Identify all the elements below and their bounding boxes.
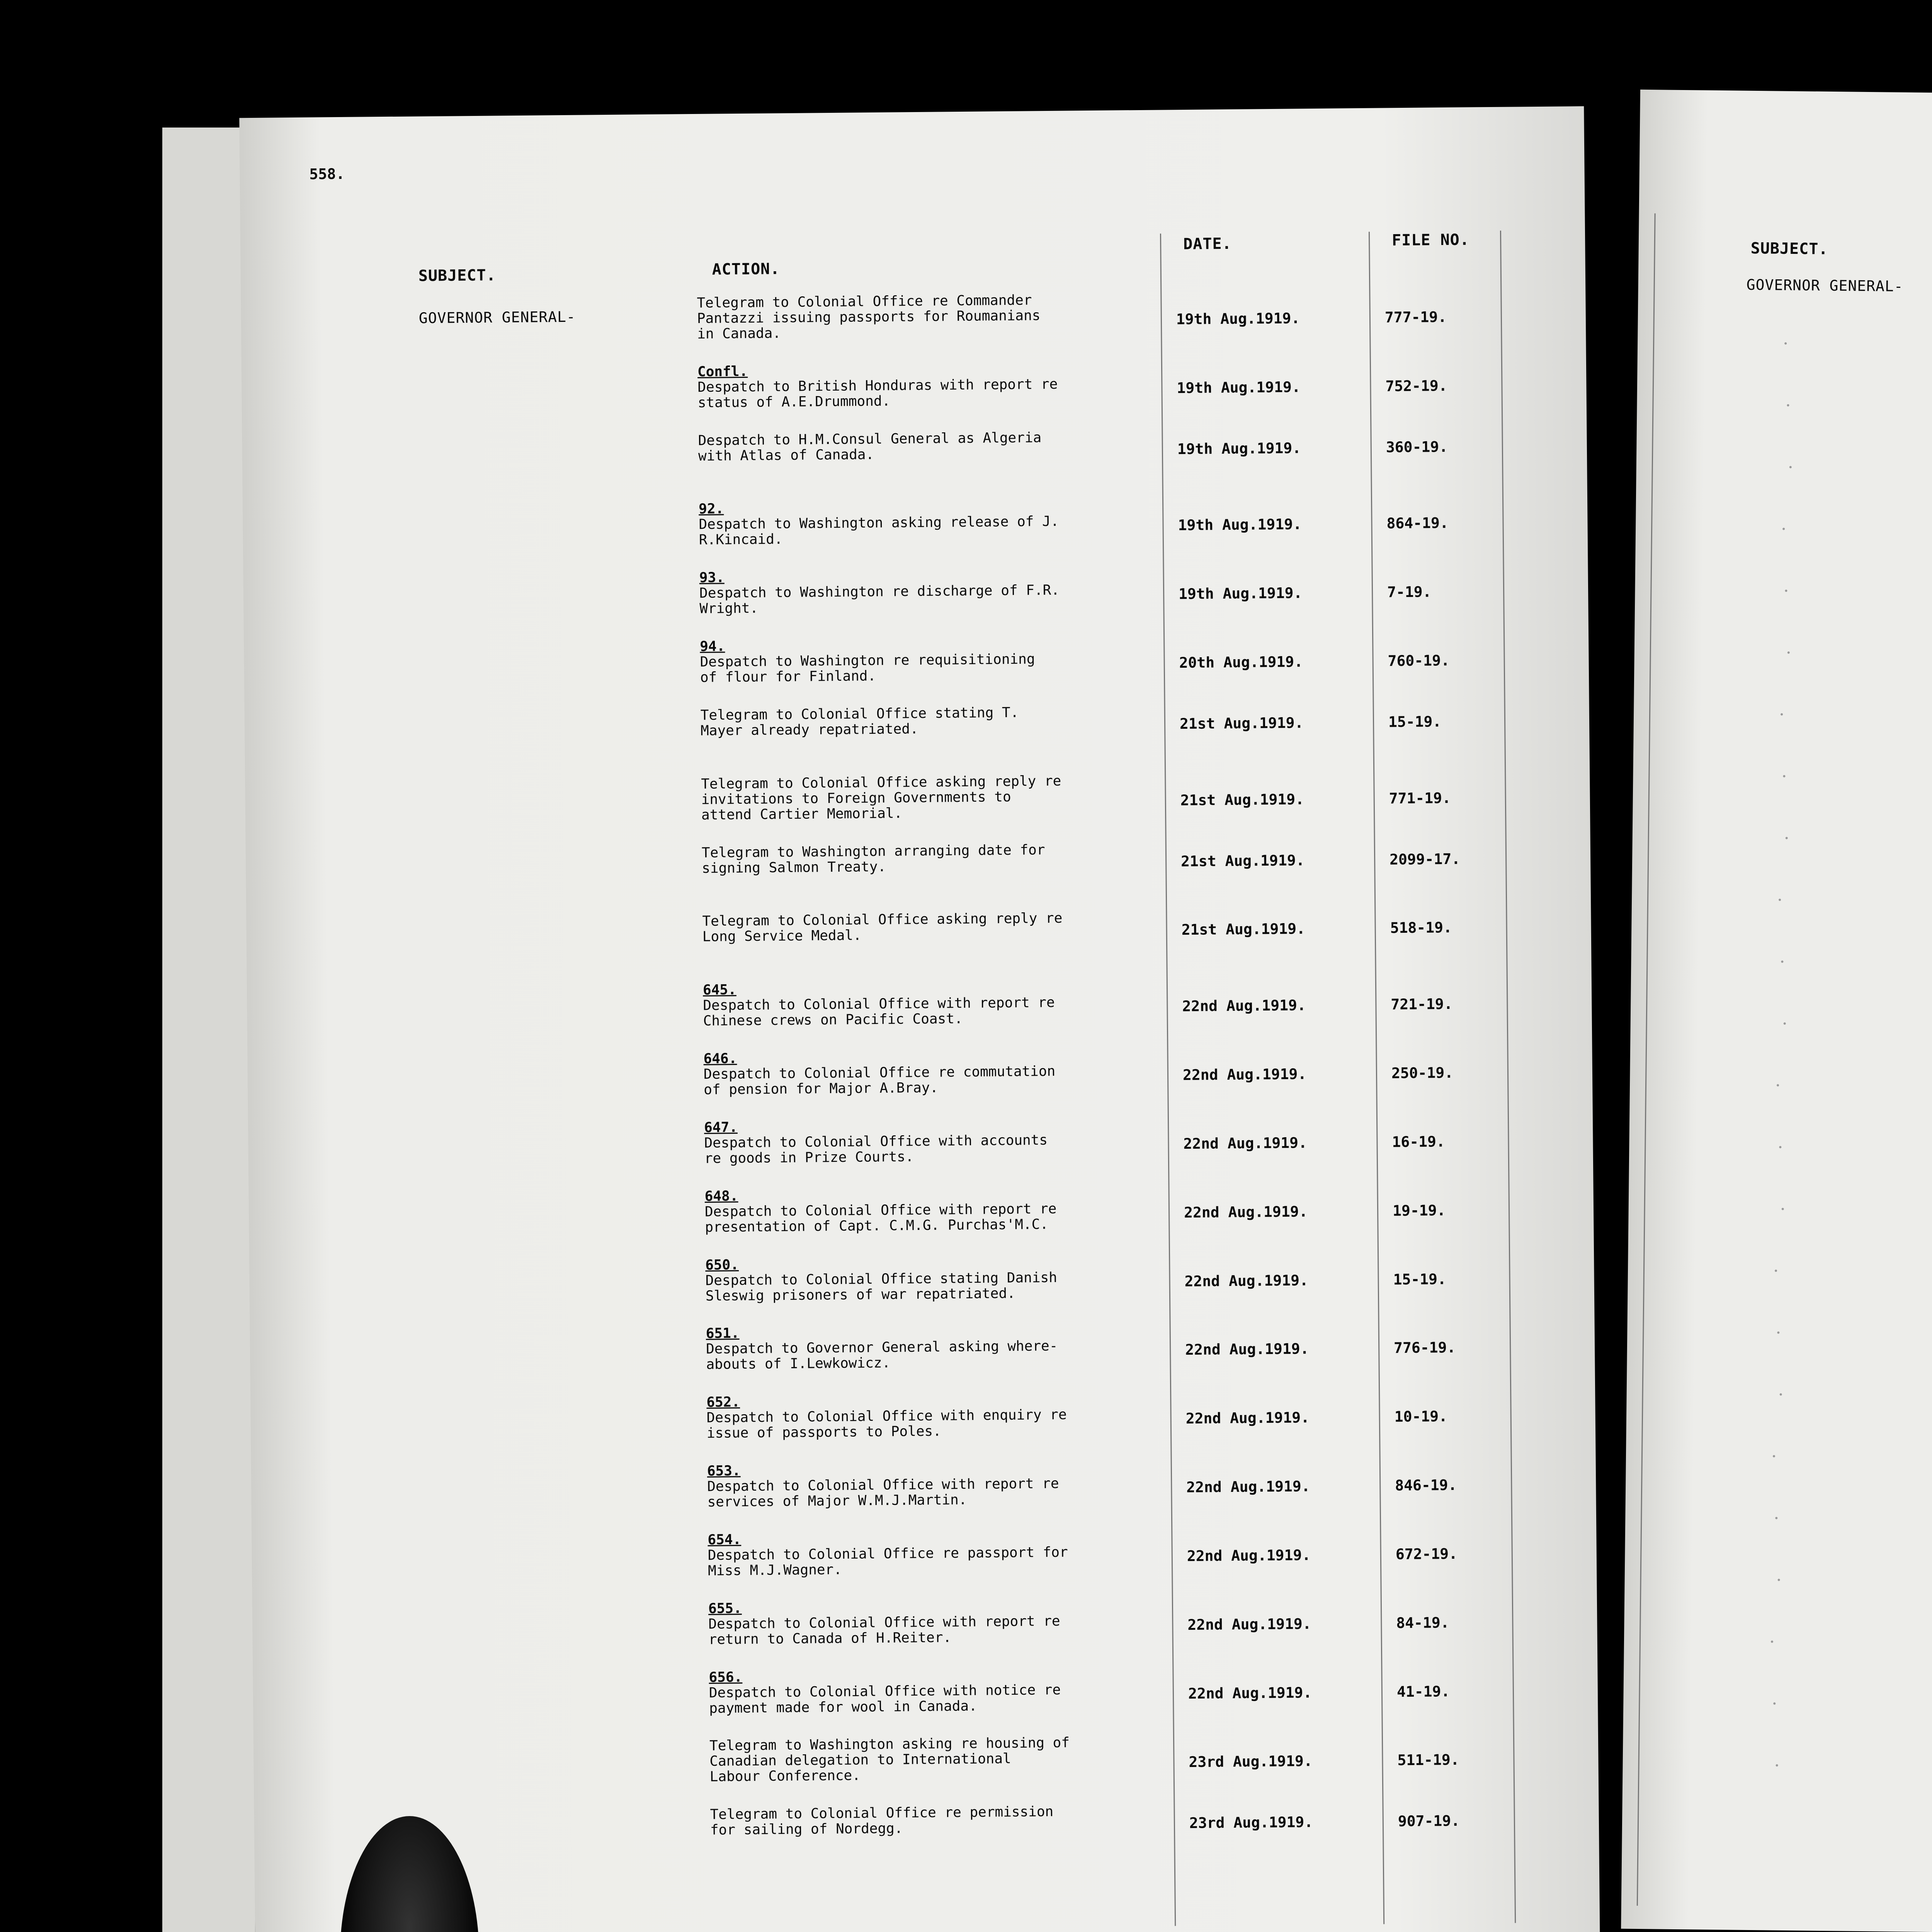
leader-dot — [1783, 775, 1785, 777]
entry-action-text: Despatch to Washington asking release of J. R.Kincaid. — [699, 514, 1059, 548]
entry-action-text: Despatch to Colonial Office with enquiry re issue of passports to Poles. — [706, 1406, 1067, 1442]
entry-action-text: Despatch to H.M.Consul General as Algeria with Atlas of Canada. — [698, 429, 1042, 464]
entry-date: 20th Aug.1919. — [1179, 653, 1303, 672]
entry-file-number: 672-19. — [1395, 1545, 1458, 1563]
right-ledger-page — [1621, 90, 1932, 1932]
entry-action-text: Telegram to Colonial Office re permission for sailing of Nordegg. — [710, 1804, 1054, 1838]
ledger-entry — [705, 1185, 1173, 1235]
leader-dot — [1782, 528, 1785, 530]
leader-dot — [1775, 1270, 1777, 1272]
entry-file-number: 518-19. — [1390, 919, 1452, 937]
ledger-entry — [707, 1528, 1175, 1579]
ledger-entry — [699, 566, 1167, 617]
leader-dot — [1779, 1146, 1781, 1148]
entry-file-number: 7-19. — [1387, 583, 1432, 601]
entry-number: 645. — [702, 982, 736, 998]
entry-number: 655. — [708, 1600, 742, 1617]
entry-action-text: Telegram to Colonial Office asking reply re Long Service Medal. — [702, 910, 1063, 945]
file-no-header: FILE NO. — [1391, 231, 1470, 250]
entry-action-text: Despatch to Colonial Office re commutation of pension for Major A.Bray. — [703, 1063, 1056, 1098]
entry-date: 22nd Aug.1919. — [1187, 1546, 1311, 1565]
entry-date: 21st Aug.1919. — [1181, 920, 1306, 939]
ledger-entry — [709, 1666, 1177, 1716]
entry-action-text: Despatch to Colonial Office with report re Chinese crews on Pacific Coast. — [703, 995, 1055, 1029]
entry-action-text: Despatch to British Honduras with report re status of A.E.Drummond. — [697, 376, 1058, 411]
entry-date: 22nd Aug.1919. — [1184, 1271, 1309, 1290]
entry-file-number: 721-19. — [1391, 995, 1453, 1013]
ledger-entry — [700, 635, 1168, 685]
entry-action-text: Telegram to Washington asking re housing of Canadian delegation to International Labour Conference. — [709, 1735, 1070, 1785]
entry-date: 21st Aug.1919. — [1180, 791, 1304, 809]
entry-number: 94. — [700, 638, 725, 655]
ledger-entry — [699, 498, 1167, 548]
entry-date: 23rd Aug.1919. — [1189, 1752, 1313, 1771]
leader-dot — [1777, 1332, 1779, 1334]
entry-number: 656. — [709, 1669, 743, 1685]
ledger-entry — [707, 1459, 1175, 1510]
ledger-entry — [698, 429, 1166, 464]
ledger-entry — [697, 291, 1165, 342]
entry-action-text: Despatch to Colonial Office with report re return to Canada of H.Reiter. — [708, 1613, 1060, 1648]
entry-action-text: Despatch to Colonial Office re passport for Miss M.J.Wagner. — [707, 1544, 1068, 1579]
ledger-entry — [710, 1803, 1178, 1838]
page-number: 558. — [309, 165, 345, 183]
entry-number: 654. — [707, 1531, 742, 1548]
entry-file-number: 84-19. — [1396, 1614, 1449, 1631]
entry-file-number: 760-19. — [1388, 652, 1450, 670]
entry-date: 19th Aug.1919. — [1176, 310, 1300, 328]
entry-action-text: Despatch to Washington re discharge of F.R. Wright. — [699, 582, 1060, 617]
entry-date: 22nd Aug.1919. — [1184, 1202, 1308, 1221]
leader-dot — [1773, 1702, 1776, 1705]
column-rule — [1369, 232, 1384, 1924]
entry-file-number: 2099-17. — [1389, 850, 1461, 868]
leader-dot — [1781, 713, 1783, 716]
leader-dot — [1771, 1641, 1773, 1643]
leader-dot — [1784, 342, 1787, 345]
entry-file-number: 511-19. — [1397, 1751, 1459, 1769]
entry-action-text: Despatch to Colonial Office with report re presentation of Capt. C.M.G. Purchas'M.C. — [704, 1201, 1057, 1235]
date-header: DATE. — [1183, 235, 1232, 253]
entry-file-number: 250-19. — [1391, 1064, 1454, 1082]
leader-dot — [1782, 1208, 1784, 1210]
entry-number: 651. — [706, 1325, 740, 1342]
entry-file-number: 907-19. — [1398, 1812, 1460, 1830]
entry-date: 19th Aug.1919. — [1177, 439, 1301, 457]
entry-number: 653. — [707, 1463, 741, 1479]
entry-action-text: Despatch to Colonial Office stating Danish Sleswig prisoners of war repatriated. — [705, 1269, 1058, 1304]
ledger-entry — [709, 1735, 1177, 1785]
entry-date: 22nd Aug.1919. — [1185, 1409, 1310, 1427]
column-rule — [1500, 231, 1516, 1923]
ledger-entry — [697, 360, 1165, 411]
entry-date: 19th Aug.1919. — [1178, 584, 1303, 603]
entry-date: 21st Aug.1919. — [1179, 714, 1304, 733]
entry-action-text: Despatch to Colonial Office with notice re payment made for wool in Canada. — [709, 1682, 1061, 1716]
entry-number: 647. — [704, 1119, 738, 1136]
entry-action-text: Telegram to Colonial Office re Commander Pantazzi issuing passports for Roumanians in Canada. — [697, 292, 1041, 342]
entry-file-number: 360-19. — [1386, 438, 1448, 456]
entry-date: 19th Aug.1919. — [1177, 378, 1301, 396]
entry-number: 92. — [699, 501, 724, 517]
left-ledger-page — [239, 106, 1600, 1932]
entry-action-text: Telegram to Colonial Office asking reply re invitations to Foreign Governments to attend Cartier Memorial. — [701, 773, 1061, 823]
ledger-entry — [705, 1253, 1173, 1304]
entry-date: 22nd Aug.1919. — [1186, 1478, 1310, 1496]
entry-date: 22nd Aug.1919. — [1187, 1615, 1311, 1633]
leader-dot — [1778, 1579, 1780, 1581]
entry-action-text: Despatch to Colonial Office with report re services of Major W.M.J.Martin. — [707, 1475, 1059, 1510]
leader-dot — [1780, 1393, 1782, 1396]
entry-date: 22nd Aug.1919. — [1182, 1065, 1307, 1084]
entry-number: Confl. — [697, 363, 748, 380]
leader-dot — [1775, 1517, 1777, 1519]
ledger-entry — [702, 841, 1170, 876]
leader-dot — [1786, 837, 1788, 839]
entry-date: 19th Aug.1919. — [1178, 515, 1302, 534]
entry-action-text: Telegram to Colonial Office stating T. Mayer already repatriated. — [700, 704, 1019, 739]
entry-file-number: 776-19. — [1393, 1339, 1456, 1357]
entry-date: 22nd Aug.1919. — [1182, 997, 1306, 1015]
entry-file-number: 16-19. — [1392, 1133, 1446, 1151]
entry-action-text: Telegram to Washington arranging date for signing Salmon Treaty. — [701, 842, 1045, 876]
leader-dot — [1777, 1084, 1779, 1087]
entry-number: 652. — [706, 1394, 740, 1411]
entry-number: 93. — [699, 570, 724, 586]
leader-dot — [1779, 899, 1781, 901]
leader-dot — [1785, 590, 1787, 592]
subject-label: GOVERNOR GENERAL- — [418, 308, 576, 327]
ledger-entry — [702, 910, 1170, 945]
entry-file-number: 15-19. — [1388, 713, 1442, 731]
leader-dot — [1776, 1764, 1778, 1767]
ledger-entry — [703, 979, 1171, 1029]
entry-action-text: Despatch to Colonial Office with accounts re goods in Prize Courts. — [704, 1132, 1048, 1167]
ledger-entry — [701, 772, 1169, 823]
leader-dot — [1784, 1022, 1786, 1025]
entry-file-number: 10-19. — [1394, 1408, 1448, 1425]
leader-dot — [1787, 651, 1790, 654]
entry-file-number: 771-19. — [1389, 789, 1451, 807]
leader-dot — [1781, 961, 1783, 963]
subject-header: SUBJECT. — [418, 266, 496, 285]
entry-file-number: 777-19. — [1384, 308, 1447, 326]
entry-file-number: 41-19. — [1396, 1682, 1450, 1700]
entry-date: 22nd Aug.1919. — [1185, 1340, 1309, 1359]
entry-date: 22nd Aug.1919. — [1188, 1684, 1312, 1702]
ledger-entry — [708, 1597, 1176, 1648]
entry-file-number: 846-19. — [1395, 1476, 1457, 1494]
entry-file-number: 19-19. — [1392, 1201, 1446, 1219]
entry-number: 648. — [704, 1188, 738, 1204]
subject-header: SUBJECT. — [1750, 239, 1828, 258]
entry-file-number: 864-19. — [1386, 514, 1449, 532]
ledger-entry — [706, 1322, 1174, 1373]
ledger-entry — [704, 1116, 1172, 1167]
ledger-entry — [706, 1391, 1174, 1441]
entry-number: 646. — [703, 1051, 737, 1067]
entry-file-number: 15-19. — [1393, 1270, 1447, 1288]
entry-file-number: 752-19. — [1385, 377, 1447, 395]
column-rule — [1637, 213, 1656, 1906]
leader-dot — [1773, 1455, 1775, 1458]
leader-dot — [1789, 466, 1792, 468]
ledger-entry — [703, 1047, 1171, 1098]
right-entries — [1640, 90, 1932, 104]
ledger-entry — [701, 704, 1168, 739]
entry-date: 23rd Aug.1919. — [1189, 1813, 1313, 1832]
entry-action-text: Despatch to Washington re requisitioning of flour for Finland. — [700, 651, 1035, 686]
leader-dot — [1787, 404, 1789, 406]
entry-number: 650. — [705, 1257, 739, 1273]
entry-date: 21st Aug.1919. — [1180, 851, 1305, 870]
entry-action-text: Despatch to Governor General asking where- abouts of I.Lewkowicz. — [706, 1338, 1058, 1373]
entry-date: 22nd Aug.1919. — [1183, 1134, 1308, 1152]
subject-label: GOVERNOR GENERAL- — [1746, 276, 1903, 295]
action-header: ACTION. — [712, 260, 780, 279]
